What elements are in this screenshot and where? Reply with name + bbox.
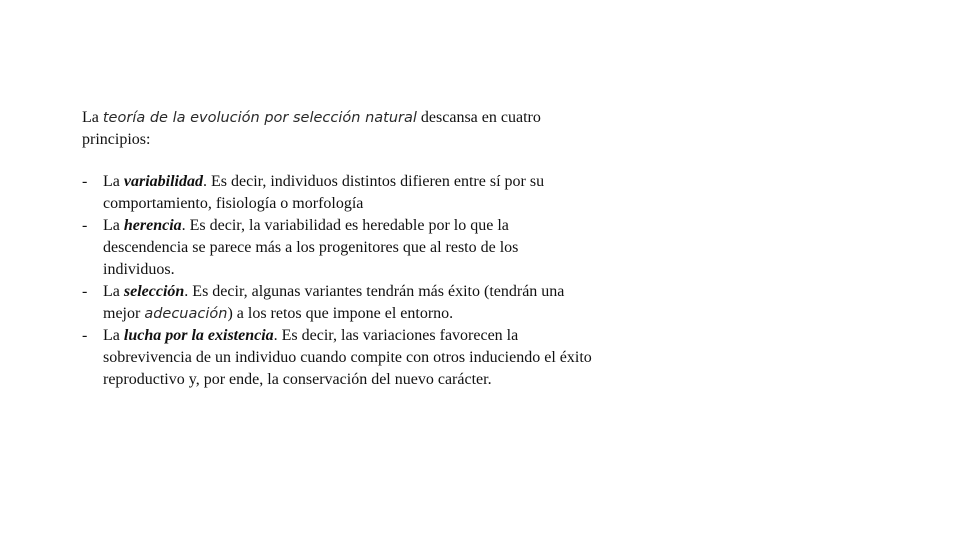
principle-term: variabilidad [123, 173, 203, 190]
emphasis-adecuacion: adecuación [144, 306, 228, 322]
intro-paragraph [82, 107, 592, 151]
principle-article: La [103, 217, 124, 234]
principle-article: La [103, 327, 124, 344]
principle-text: . Es decir, individuos distintos difieren entre sí por su comportamiento, fisiología o morfología [103, 173, 545, 212]
principles-list [82, 171, 592, 391]
list-dash: - [82, 217, 88, 234]
principle-term: lucha por la existencia [123, 327, 274, 344]
list-dash: - [82, 173, 88, 190]
intro-prefix: La [82, 109, 103, 126]
principle-text: . Es decir, la variabilidad es heredable por lo que la descendencia se parece más a los progenitores que al resto de los individuos. [103, 217, 519, 278]
list-dash: - [82, 283, 88, 300]
principle-article: La [103, 173, 124, 190]
principle-term: selección [123, 283, 185, 300]
theory-name: teoría de la evolución por selección natural [102, 110, 417, 126]
principle-item-lucha [82, 325, 592, 391]
principle-article: La [103, 283, 124, 300]
principle-text-after: ) a los retos que impone el entorno. [227, 305, 454, 322]
principle-text: . Es decir, las variaciones favorecen la sobrevivencia de un individuo cuando compite con otros induciendo el éxito reproductivo y, por ende, la conservación del nuevo carácter. [103, 327, 592, 388]
principle-item-herencia [82, 215, 592, 281]
list-dash: - [82, 327, 88, 344]
text-block [82, 107, 592, 391]
principle-item-variabilidad [82, 171, 592, 215]
principle-term: herencia [123, 217, 182, 234]
principle-item-seleccion [82, 281, 592, 325]
intro-suffix: descansa en cuatro principios: [82, 109, 541, 148]
principle-text-before: . Es decir, algunas variantes tendrán más éxito (tendrán una mejor [103, 283, 565, 322]
